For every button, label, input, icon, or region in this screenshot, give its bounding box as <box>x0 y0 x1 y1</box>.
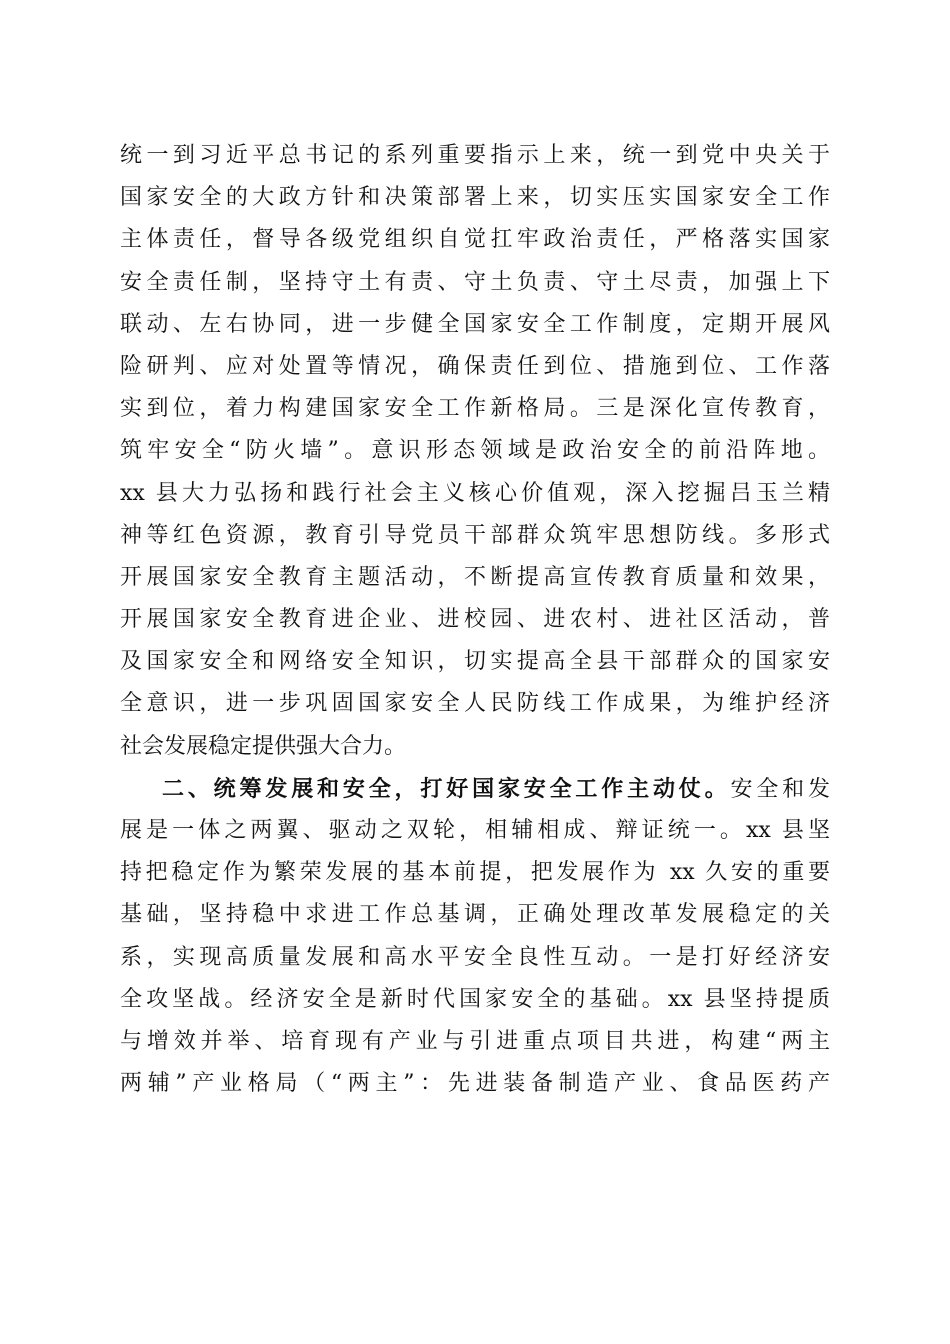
text-line: 神等红色资源，教育引导党员干部群众筑牢思想防线。多形式 <box>120 522 830 548</box>
text-line: 国家安全的大政方针和决策部署上来，切实压实国家安全工作 <box>120 185 830 211</box>
text-line: 全攻坚战。经济安全是新时代国家安全的基础。xx 县坚持提质 <box>120 986 830 1012</box>
text-line: 险研判、应对处置等情况，确保责任到位、措施到位、工作落 <box>120 353 830 379</box>
text-line: 实到位，着力构建国家安全工作新格局。三是深化宣传教育， <box>120 396 830 422</box>
text-line: 主体责任，督导各级党组织自觉扛牢政治责任，严格落实国家 <box>120 227 830 253</box>
text-line <box>120 768 830 810</box>
text-line: 基础，坚持稳中求进工作总基调，正确处理改革发展稳定的关 <box>120 902 830 928</box>
text-line: 统一到习近平总书记的系列重要指示上来，统一到党中央关于 <box>120 143 830 168</box>
text-line: 持把稳定作为繁荣发展的基本前提，把发展作为 xx 久安的重要 <box>120 860 830 886</box>
paragraph-2 <box>120 768 830 1106</box>
text-line: 两辅”产业格局（“两主”：先进装备制造产业、食品医药产 <box>120 1071 830 1097</box>
text-line: 展是一体之两翼、驱动之双轮，相辅相成、辩证统一。xx 县坚 <box>120 818 830 843</box>
text-line: 及国家安全和网络安全知识，切实提高全县干部群众的国家安 <box>120 649 830 675</box>
text-line: 开展国家安全教育进企业、进校园、进农村、进社区活动，普 <box>120 607 830 633</box>
section-heading: 二、统筹发展和安全，打好国家安全工作主动仗。 <box>162 775 731 802</box>
text-line: 开展国家安全教育主题活动，不断提高宣传教育质量和效果， <box>120 564 830 590</box>
heading-continuation: 安全和发 <box>730 776 830 802</box>
text-line: 系，实现高质量发展和高水平安全良性互动。一是打好经济安 <box>120 944 830 970</box>
paragraph-1 <box>120 135 830 768</box>
text-line: 社会发展稳定提供强大合力。 <box>120 733 407 759</box>
text-line: 安全责任制，坚持守土有责、守土负责、守土尽责，加强上下 <box>120 269 830 295</box>
document-body <box>120 135 830 1105</box>
text-line: 筑牢安全“防火墙”。意识形态领域是政治安全的前沿阵地。 <box>120 438 830 464</box>
text-line: 与增效并举、培育现有产业与引进重点项目共进，构建“两主 <box>120 1028 830 1054</box>
text-line: xx 县大力弘扬和践行社会主义核心价值观，深入挖掘吕玉兰精 <box>120 480 830 506</box>
text-line: 联动、左右协同，进一步健全国家安全工作制度，定期开展风 <box>120 311 830 337</box>
text-line: 全意识，进一步巩固国家安全人民防线工作成果，为维护经济 <box>120 691 830 717</box>
